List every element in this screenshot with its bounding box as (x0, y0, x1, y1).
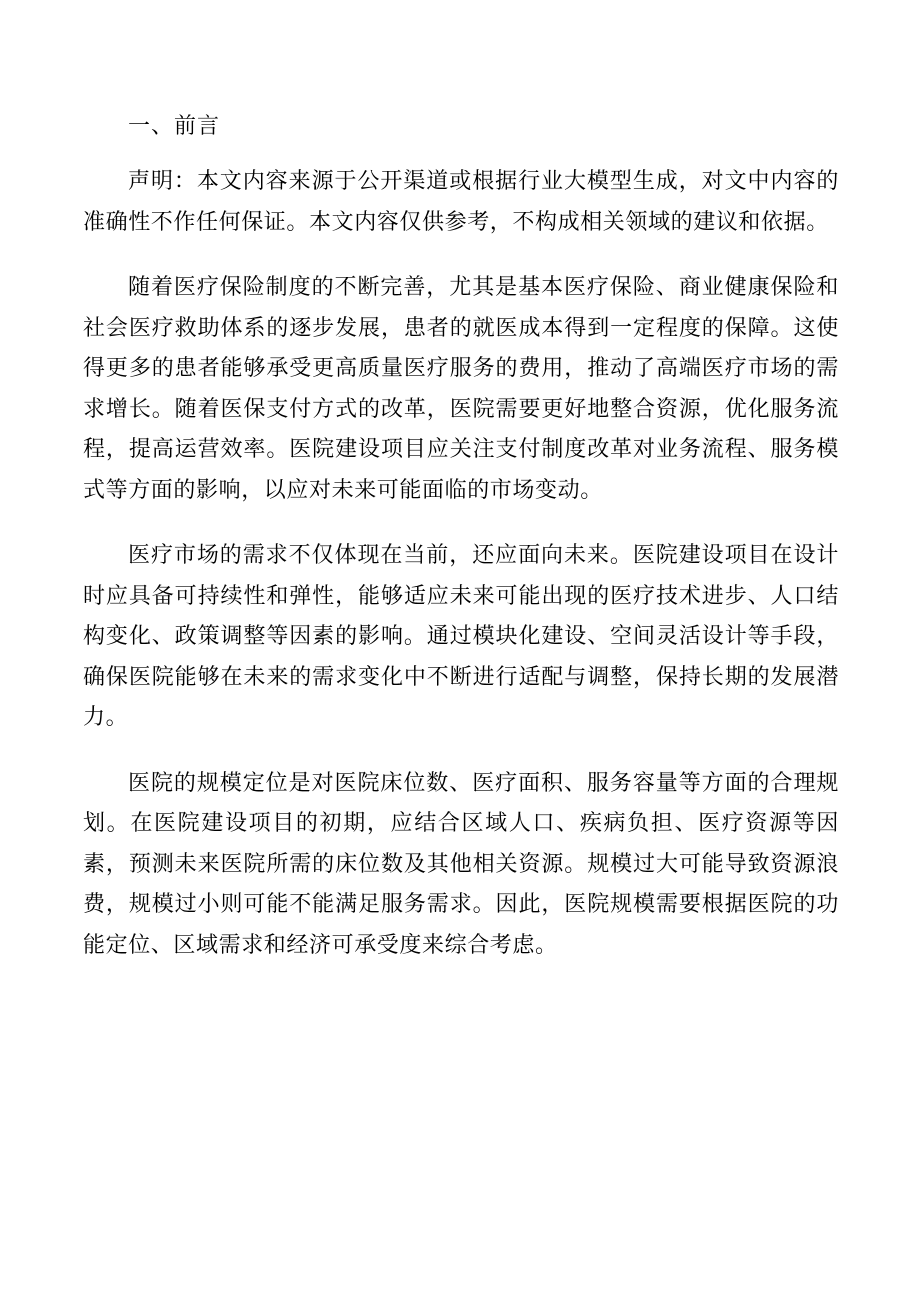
paragraph-disclaimer: 声明：本文内容来源于公开渠道或根据行业大模型生成，对文中内容的准确性不作任何保证。本文内容仅供参考，不构成相关领域的建议和依据。 (83, 169, 839, 235)
section-heading: 一、前言 (128, 114, 221, 139)
paragraph-future-demand: 医疗市场的需求不仅体现在当前，还应面向未来。医院建设项目在设计时应具备可持续性和弹性，能够适应未来可能出现的医疗技术进步、人口结构变化、政策调整等因素的影响。通过模块化建设、空间灵活设计等手段，确保医院能够在未来的需求变化中不断进行适配与调整，保持长期的发展潜力。 (83, 543, 839, 730)
paragraph-insurance: 随着医疗保险制度的不断完善，尤其是基本医疗保险、商业健康保险和社会医疗救助体系的逐步发展，患者的就医成本得到一定程度的保障。这使得更多的患者能够承受更高质量医疗服务的费用，推动了高端医疗市场的需求增长。随着医保支付方式的改革，医院需要更好地整合资源，优化服务流程，提高运营效率。医院建设项目应关注支付制度改革对业务流程、服务模式等方面的影响，以应对未来可能面临的市场变动。 (83, 275, 839, 503)
document-body (83, 107, 839, 991)
paragraph-scale-positioning: 医院的规模定位是对医院床位数、医疗面积、服务容量等方面的合理规划。在医院建设项目的初期，应结合区域人口、疾病负担、医疗资源等因素，预测未来医院所需的床位数及其他相关资源。规模过大可能导致资源浪费，规模过小则可能不能满足服务需求。因此，医院规模需要根据医院的功能定位、区域需求和经济可承受度来综合考虑。 (83, 770, 839, 958)
